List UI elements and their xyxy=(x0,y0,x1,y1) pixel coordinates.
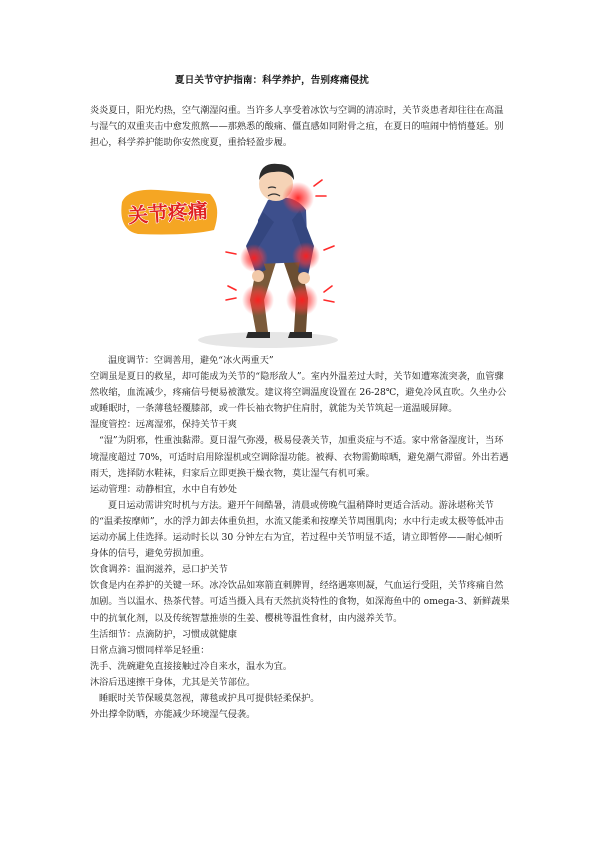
joint-pain-illustration xyxy=(118,150,353,350)
list-item: 日常点滴习惯同样举足轻重： xyxy=(90,644,210,656)
section-paragraph: “湿”为阴邪，性重浊黏滞。夏日湿气弥漫，极易侵袭关节，加重炎症与不适。家中常备湿度计，当环境湿度超过 70%，可适时启用除湿机或空调除湿功能。被褥、衣物需勤晾晒，避免潮气滞留。外出若遇雨天，选择防水鞋袜，归家后立即更换干燥衣物，莫让湿气有机可乘。 xyxy=(90,435,509,479)
pain-label-badge xyxy=(121,190,217,235)
list-item: 沐浴后迅速擦干身体，尤其是关节部位。 xyxy=(90,676,256,688)
illustration xyxy=(118,150,353,350)
section-paragraph: 空调虽是夏日的救星，却可能成为关节的“隐形敌人”。室内外温差过大时，关节如遭寒流突袭，血管骤然收缩，血流减少，疼痛信号便易被激发。建议将空调温度设置在 26-28℃，避免冷风直吹。久坐办公或睡眠时，一条薄毯轻覆膝部，或一件长袖衣物护住肩肘，就能为关节筑起一道温暖屏障。 xyxy=(90,371,507,415)
list-item: 洗手、洗碗避免直接接触过冷自来水，温水为宜。 xyxy=(90,660,293,672)
section-heading-lifestyle: 生活细节：点滴防护，习惯成就健康 xyxy=(90,628,237,640)
article-body xyxy=(90,353,510,723)
section-heading-exercise: 运动管理：动静相宜，水中自有妙处 xyxy=(90,483,237,495)
list-item: 睡眠时关节保暖莫忽视，薄毯或护具可提供轻柔保护。 xyxy=(99,692,320,704)
pain-label-text: 关节疼痛 xyxy=(127,198,209,228)
section-heading-diet: 饮食调养：温润滋养，忌口护关节 xyxy=(90,564,228,576)
section-heading-humidity: 湿度管控：远离湿邪，保持关节干爽 xyxy=(90,419,237,431)
section-paragraph: 夏日运动需讲究时机与方法。避开午间酷暑，清晨或傍晚气温稍降时更适合活动。游泳堪称关节的“温柔按摩师”，水的浮力卸去体重负担，水流又能柔和按摩关节周围肌肉；水中行走或太极等低冲击运动亦属上佳选择。运动时长以 30 分钟左右为宜，若过程中关节明显不适，请立即暂停——耐心倾听身体的信号，避免劳损加重。 xyxy=(90,499,504,560)
list-item: 外出撑伞防晒，亦能减少环境湿气侵袭。 xyxy=(90,709,256,721)
document-title: 夏日关节守护指南：科学养护，告别疼痛侵扰 xyxy=(175,75,370,86)
intro-paragraph: 炎炎夏日，阳光灼热，空气潮湿闷重。当许多人享受着冰饮与空调的清凉时，关节炎患者却往往在高温与湿气的双重夹击中愈发煎熬——那熟悉的酸痛、僵直感如同附骨之疽，在夏日的喧闹中悄悄蔓延。别担心，科学养护能助你安然度夏，重拾轻盈步履。 xyxy=(90,105,504,148)
section-heading-temperature: 温度调节：空调善用，避免“冰火两重天” xyxy=(108,355,274,366)
section-paragraph: 饮食是内在养护的关键一环。冰冷饮品如寒箭直刺脾胃，经络遇寒则凝，气血运行受阻，关节疼痛自然加剧。当以温水、热茶代替。可适当摄入具有天然抗炎特性的食物，如深海鱼中的 omega-3、新鲜蔬果中的抗氧化剂，以及传统智慧推崇的生姜、樱桃等温性食材，由内滋养关节。 xyxy=(90,580,510,624)
